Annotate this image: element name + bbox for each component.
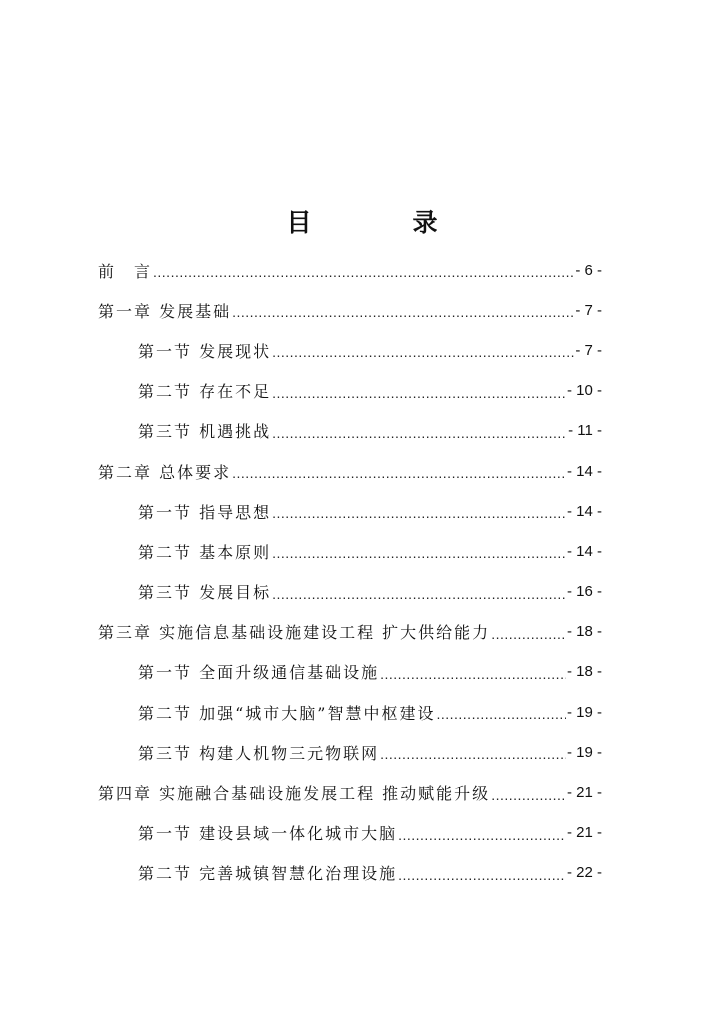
toc-entry-section[interactable]: [98, 411, 602, 451]
toc-page-number: - 21 -: [566, 784, 602, 802]
page-title: 目 录: [286, 208, 476, 237]
toc-dot-leader: [232, 465, 566, 481]
table-of-contents: [98, 250, 602, 893]
toc-dot-leader: [398, 867, 566, 883]
toc-entry-label: 第二节 基本原则: [138, 542, 272, 562]
toc-page-number: - 18 -: [566, 623, 602, 641]
toc-entry-label: 第二节 加强“城市大脑”智慧中枢建设: [138, 703, 436, 723]
toc-page-number: - 14 -: [566, 502, 602, 520]
toc-entry-preface[interactable]: [98, 250, 602, 290]
toc-entry-label: 第二章 总体要求: [98, 462, 232, 482]
toc-dot-leader: [272, 385, 566, 401]
toc-entry-section[interactable]: [98, 330, 602, 370]
toc-entry-chapter-4[interactable]: [98, 772, 602, 812]
toc-entry-label: 第一节 指导思想: [138, 502, 272, 522]
toc-page-number: - 6 -: [575, 261, 602, 279]
toc-entry-section[interactable]: [98, 692, 602, 732]
toc-page-number: - 10 -: [566, 382, 602, 400]
toc-entry-label: 第三节 机遇挑战: [138, 422, 272, 442]
toc-entry-label: 第一节 建设县域一体化城市大脑: [138, 824, 398, 844]
toc-page-number: - 19 -: [566, 743, 602, 761]
toc-entry-section[interactable]: [98, 652, 602, 692]
toc-dot-leader: [272, 344, 574, 360]
toc-dot-leader: [272, 425, 567, 441]
toc-dot-leader: [491, 787, 566, 803]
toc-dot-leader: [436, 706, 566, 722]
toc-dot-leader: [272, 545, 566, 561]
toc-entry-section[interactable]: [98, 371, 602, 411]
toc-page-number: - 11 -: [568, 422, 602, 440]
toc-entry-label: 第二节 存在不足: [138, 382, 272, 402]
toc-dot-leader: [232, 304, 574, 320]
toc-dot-leader: [380, 746, 566, 762]
toc-entry-label: 第二节 完善城镇智慧化治理设施: [138, 864, 398, 884]
toc-page-number: - 19 -: [566, 703, 602, 721]
toc-entry-label: 第一章 发展基础: [98, 301, 232, 321]
toc-entry-section[interactable]: [98, 572, 602, 612]
toc-dot-leader: [153, 264, 574, 280]
toc-entry-label: 前 言: [98, 261, 153, 281]
toc-entry-section[interactable]: [98, 813, 602, 853]
toc-page-number: - 14 -: [566, 462, 602, 480]
toc-dot-leader: [398, 827, 566, 843]
toc-page-number: - 21 -: [566, 824, 602, 842]
toc-entry-section[interactable]: [98, 491, 602, 531]
toc-entry-label: 第三节 发展目标: [138, 583, 272, 603]
toc-dot-leader: [491, 626, 566, 642]
toc-dot-leader: [380, 666, 566, 682]
toc-page-number: - 16 -: [566, 583, 602, 601]
toc-entry-section[interactable]: [98, 732, 602, 772]
toc-page-number: - 7 -: [575, 341, 602, 359]
toc-entry-label: 第一节 发展现状: [138, 341, 272, 361]
toc-dot-leader: [272, 505, 566, 521]
toc-page-number: - 7 -: [575, 301, 602, 319]
toc-page-number: - 22 -: [566, 864, 602, 882]
toc-entry-label: 第三节 构建人机物三元物联网: [138, 743, 380, 763]
toc-dot-leader: [272, 586, 566, 602]
toc-entry-chapter-2[interactable]: [98, 451, 602, 491]
toc-entry-chapter-1[interactable]: [98, 290, 602, 330]
toc-entry-label: 第一节 全面升级通信基础设施: [138, 663, 380, 683]
toc-page-number: - 18 -: [566, 663, 602, 681]
toc-page-number: - 14 -: [566, 542, 602, 560]
toc-entry-section[interactable]: [98, 531, 602, 571]
toc-entry-label: 第四章 实施融合基础设施发展工程 推动赋能升级: [98, 784, 491, 804]
toc-entry-section[interactable]: [98, 853, 602, 893]
toc-entry-label: 第三章 实施信息基础设施建设工程 扩大供给能力: [98, 623, 491, 643]
toc-entry-chapter-3[interactable]: [98, 612, 602, 652]
